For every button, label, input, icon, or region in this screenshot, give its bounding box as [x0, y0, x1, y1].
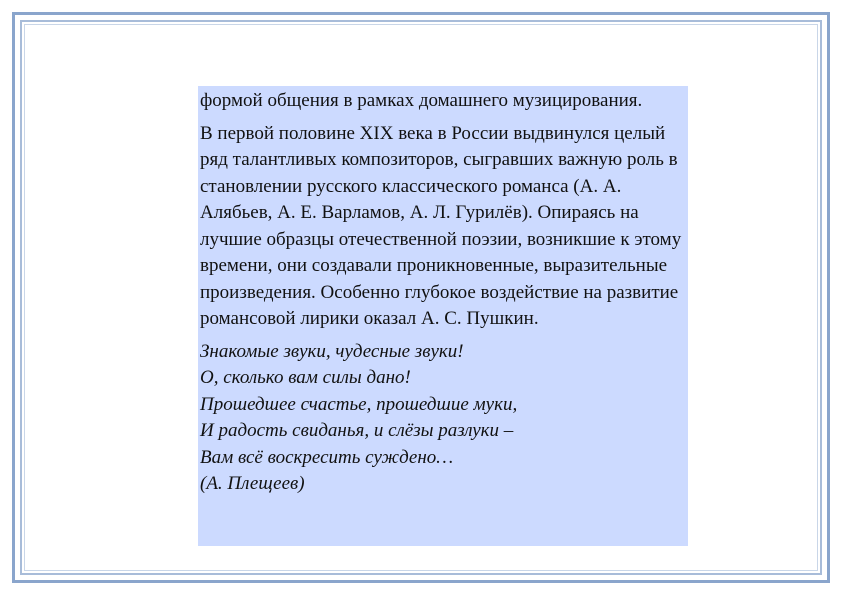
paragraph-history: В первой половине XIX века в России выдвинулся целый ряд талантливых композиторов, сыгравших важную роль в становлении русского классического романса (А. А. Алябьев, А. Е. Варламов, А. Л. Гурилёв). Опираясь на лучшие образцы отечественной поэзии, возникшие к этому времени, они создавали проникновенные, выразительные произведения. Особенно глубокое воздействие на развитие романсовой лирики оказал А. С. Пушкин. [200, 122, 682, 329]
paragraph-intro: формой общения в рамках домашнего музицирования. [200, 90, 643, 111]
poem-line: Вам всё воскресить суждено… [200, 446, 454, 468]
poem-line: И радость свиданья, и слёзы разлуки – [200, 420, 514, 441]
poem-attribution: (А. Плещеев) [200, 473, 305, 494]
text-box [198, 86, 688, 546]
poem-line: О, сколько вам силы дано! [200, 367, 411, 388]
poem-quote [200, 339, 686, 498]
poem-line: Знакомые звуки, чудесные звуки! [200, 340, 464, 362]
poem-line: Прошедшее счастье, прошедшие муки, [200, 393, 518, 415]
